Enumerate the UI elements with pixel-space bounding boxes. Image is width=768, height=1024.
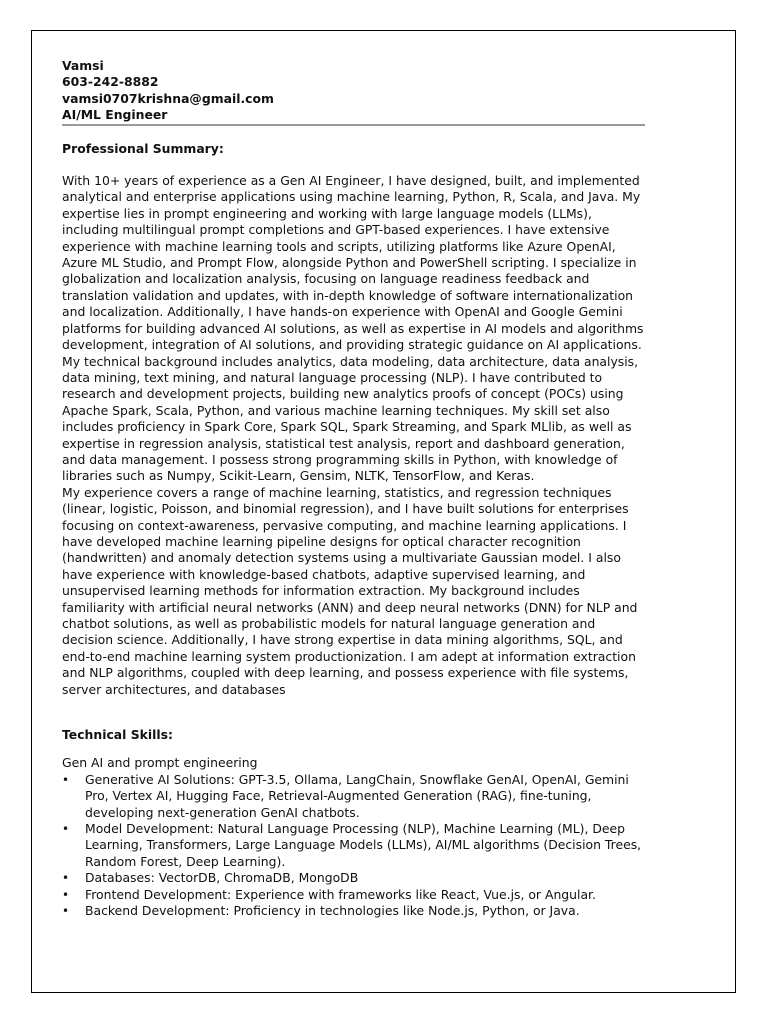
list-item [62,772,645,821]
summary-paragraph-2: My experience covers a range of machine learning, statistics, and regression techniques (linear, logistic, Poisson, and binomial regression), and I have built solutions for enterprises focusing on context-awareness, pervasive computing, and machine learning applications. I have developed machine learning pipeline designs for optical character recognition (handwritten) and anomaly detection systems using a multivariate Gaussian model. I also have experience with knowledge-based chatbots, adaptive supervised learning, and unsupervised learning methods for information extraction. My background includes familiarity with artificial neural networks (ANN) and deep neural networks (DNN) for NLP and chatbot solutions, as well as probabilistic models for natural language generation and decision science. Additionally, I have strong expertise in data mining algorithms, SQL, and end-to-end machine learning system productionization. I am adept at information extraction and NLP algorithms, coupled with deep learning, and possess experience with file systems, server architectures, and databases [62,484,638,697]
email-address: vamsi0707krishna@gmail.com [62,90,274,106]
skills-heading: Technical Skills: [62,727,173,743]
phone-number: 603-242-8882 [62,74,159,90]
resume-content [62,58,645,920]
skill-text: Frontend Development: Experience with frameworks like React, Vue.js, or Angular. [85,886,596,902]
bullet-icon: • [62,871,70,886]
skill-text: Model Development: Natural Language Processing (NLP), Machine Learning (ML), Deep Learning, Transformers, Large Language Models (LLMs), AI/ML algorithms (Decision Trees, Random Forest, Deep Learning). [85,821,642,869]
job-title: AI/ML Engineer [62,107,168,123]
bullet-icon: • [62,772,70,787]
skills-list [62,772,645,920]
summary-paragraph-1: With 10+ years of experience as a Gen AI Engineer, I have designed, built, and implemented analytical and enterprise applications using machine learning, Python, R, Scala, and Java. My expertise lies in prompt engineering and working with large language models (LLMs), including multilingual prompt completions and GPT-based experiences. I have extensive experience with machine learning tools and scripts, utilizing platforms like Azure OpenAI, Azure ML Studio, and Prompt Flow, alongside Python and PowerShell scripting. I specialize in globalization and localization analysis, focusing on language readiness feedback and translation validation and updates, with in-depth knowledge of software internationalization and localization. Additionally, I have hands-on experience with OpenAI and Google Gemini platforms for building advanced AI solutions, as well as expertise in AI models and algorithms development, integration of AI solutions, and providing strategic guidance on AI applications. My technical background includes analytics, data modeling, data architecture, data analysis, data mining, text mining, and natural language processing (NLP). I have contributed to research and development projects, building new analytics proofs of concept (POCs) using Apache Spark, Scala, Python, and various machine learning techniques. My skill set also includes proficiency in Spark Core, Spark SQL, Spark Streaming, and Spark MLlib, as well as expertise in regression analysis, statistical test analysis, report and dashboard generation, and data management. I possess strong programming skills in Python, with knowledge of libraries such as Numpy, Scikit-Learn, Gensim, NLTK, TensorFlow, and Keras. [62,173,644,484]
bullet-icon: • [62,822,70,837]
bullet-icon: • [62,887,70,902]
summary-heading: Professional Summary: [62,140,224,156]
list-item [62,903,645,919]
skills-intro: Gen AI and prompt engineering [62,755,258,771]
candidate-name: Vamsi [62,58,104,73]
skill-text: Backend Development: Proficiency in technologies like Node.js, Python, or Java. [85,903,580,919]
list-item [62,887,645,903]
list-item [62,870,645,886]
list-item [62,821,645,870]
skill-text: Databases: VectorDB, ChromaDB, MongoDB [85,870,359,886]
contact-header [62,58,645,124]
header-divider [62,124,645,126]
bullet-icon: • [62,904,70,919]
skill-text: Generative AI Solutions: GPT-3.5, Ollama, LangChain, Snowflake GenAI, OpenAI, Gemini Pro, Vertex AI, Hugging Face, Retrieval-Augmented Generation (RAG), fine-tuning, developing next-generation GenAI chatbots. [85,771,629,820]
section-gap [62,698,645,727]
